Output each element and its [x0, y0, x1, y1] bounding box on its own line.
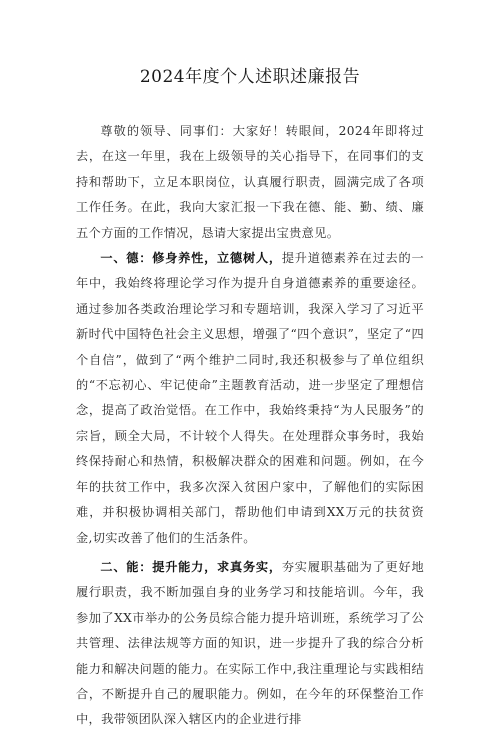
paragraph-virtue — [76, 246, 424, 551]
paragraph-text: 提升道德素养在过去的一年中，我始终将理论学习作为提升自身道德素养的重要途径。通过参加各类政治理论学习和专题培训，我深入学习了习近平新时代中国特色社会主义思想，增强了“四个意识”，坚定了“四个自信”，做到了“两个维护二同时,我还积极参与了单位组织的“不忘初心、牢记使命”主题教育活动，进一步坚定了理想信念，提高了政治觉悟。在工作中，我始终秉持“为人民服务”的宗旨，顾全大局，不计较个人得失。在处理群众事务时，我始终保持耐心和热情，积极解决群众的困难和问题。例如，在今年的扶贫工作中，我多次深入贫困户家中，了解他们的实际困难，并积极协调相关部门，帮助他们申请到XX万元的扶贫资金,切实改善了他们的生活条件。 — [76, 251, 424, 545]
section-heading: 二、能：提升能力，求真务实， — [100, 559, 282, 574]
paragraph-text: 夯实履职基础为了更好地履行职责，我不断加强自身的业务学习和技能培训。今年，我参加了XX市举办的公务员综合能力提升培训班，系统学习了公共管理、法律法规等方面的知识，进一步提升了我的综合分析能力和解决问题的能力。在实际工作中,我注重理论与实践相结合，不断提升自己的履职能力。例如，在今年的环保整治工作中，我带领团队深入辖区内的企业进行排 — [76, 559, 424, 727]
paragraph-intro — [76, 119, 424, 246]
paragraph-ability — [76, 555, 424, 733]
paragraph-text: 尊敬的领导、同事们：大家好！转眼间，2024年即将过去，在这一年里，我在上级领导的关心指导下，在同事们的支持和帮助下，立足本职岗位，认真履行职责，圆满完成了各项工作任务。在此，我向大家汇报一下我在德、能、勤、绩、廉五个方面的工作情况，恳请大家提出宝贵意见。 — [76, 124, 424, 240]
document-body — [76, 119, 424, 733]
document-title: 2024年度个人述职述廉报告 — [139, 67, 361, 87]
section-heading: 一、德：修身养性，立德树人， — [100, 251, 282, 266]
